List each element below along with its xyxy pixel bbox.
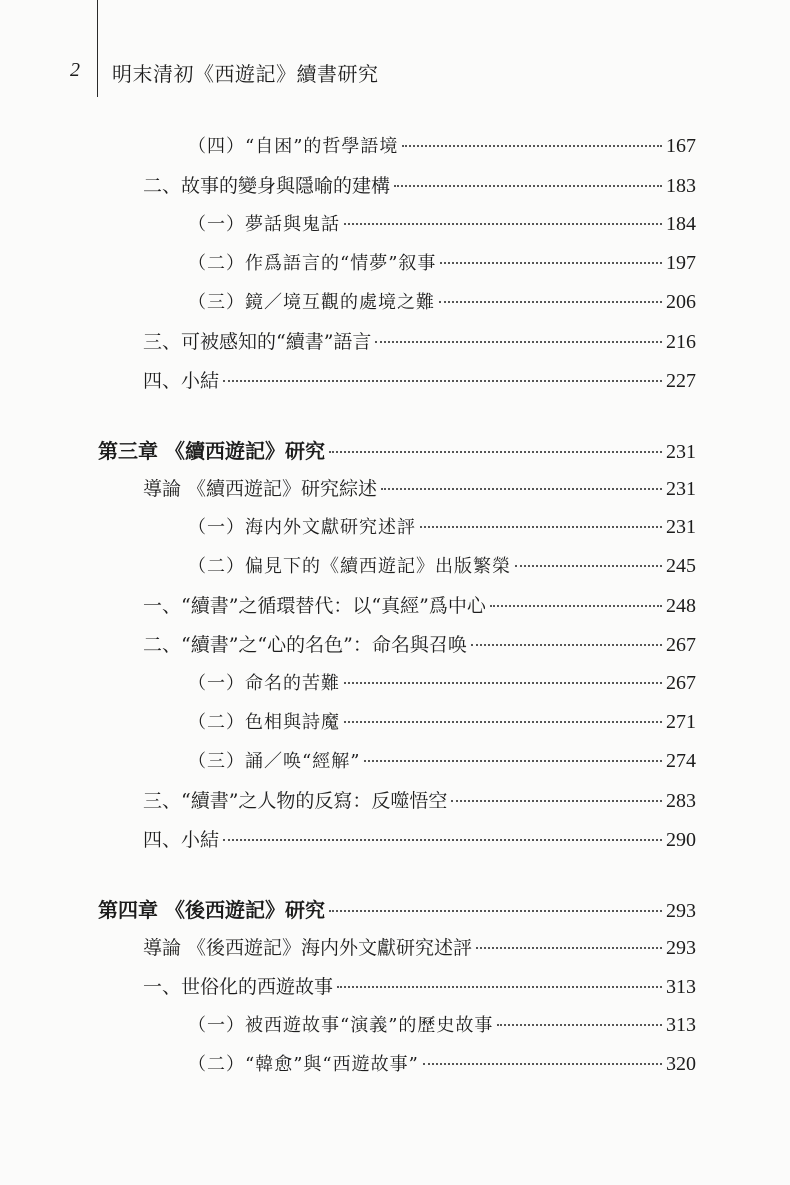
toc-entry-label: （二）偏見下的《續西遊記》出版繁榮: [188, 556, 511, 577]
toc-entry-label: 三、可被感知的“續書”語言: [143, 331, 372, 353]
dot-leader: [402, 145, 662, 147]
dot-leader: [364, 760, 662, 762]
page-header: [0, 0, 790, 100]
running-title: 明末清初《西遊記》續書研究: [112, 62, 379, 86]
toc-entry-label: （一）命名的苦難: [188, 673, 340, 694]
toc-entry-page: 231: [666, 441, 696, 463]
toc-entry-page: 197: [666, 252, 696, 274]
toc-entry[interactable]: [188, 132, 696, 160]
toc-entry-label: 導論 《續西遊記》研究綜述: [143, 478, 378, 500]
dot-leader: [471, 644, 662, 646]
dot-leader: [337, 986, 662, 988]
toc-entry-label: 導論 《後西遊記》海内外文獻研究述評: [143, 937, 473, 959]
toc-entry-page: 216: [666, 331, 696, 353]
toc-entry[interactable]: [143, 972, 696, 1000]
dot-leader: [515, 565, 662, 567]
dot-leader: [381, 488, 662, 490]
toc-entry-page: 293: [666, 937, 696, 959]
toc-entry[interactable]: [143, 171, 696, 199]
toc-entry[interactable]: [143, 825, 696, 853]
toc-entry-page: 167: [666, 135, 696, 157]
toc-entry[interactable]: [188, 669, 696, 697]
toc-entry[interactable]: [188, 1050, 696, 1078]
toc-entry-page: 313: [666, 1014, 696, 1036]
toc-entry[interactable]: [143, 933, 696, 961]
dot-leader: [423, 1063, 662, 1065]
dot-leader: [329, 451, 662, 453]
toc-entry-page: 290: [666, 829, 696, 851]
toc-entry-label: 二、“續書”之“心的名色”：命名與召唤: [143, 634, 467, 656]
dot-leader: [420, 526, 662, 528]
toc-entry-label: 三、“續書”之人物的反寫：反噬悟空: [143, 790, 448, 812]
toc-entry-label: 一、“續書”之循環替代：以“真經”爲中心: [143, 595, 486, 617]
toc-entry[interactable]: [188, 249, 696, 277]
toc-entry-label: 四、小結: [143, 829, 220, 851]
dot-leader: [223, 839, 662, 841]
toc-entry-page: 267: [666, 672, 696, 694]
toc-entry[interactable]: [143, 786, 696, 814]
dot-leader: [394, 185, 662, 187]
toc-entry-label: （二）色相與詩魔: [188, 712, 340, 733]
toc-entry[interactable]: [188, 747, 696, 775]
toc-entry-label: （二）“韓愈”與“西遊故事”: [188, 1054, 419, 1075]
toc-entry-page: 245: [666, 555, 696, 577]
toc-entry-label: 第三章 《續西遊記》研究: [98, 439, 325, 463]
toc-entry[interactable]: [188, 708, 696, 736]
dot-leader: [440, 262, 662, 264]
toc-entry-page: 267: [666, 634, 696, 656]
dot-leader: [344, 223, 662, 225]
toc-chapter-entry[interactable]: [98, 435, 696, 463]
dot-leader: [451, 800, 662, 802]
toc-entry-page: 231: [666, 478, 696, 500]
toc-entry-page: 313: [666, 976, 696, 998]
dot-leader: [344, 721, 662, 723]
toc-entry[interactable]: [143, 327, 696, 355]
toc-entry[interactable]: [188, 552, 696, 580]
toc-entry-label: 一、世俗化的西遊故事: [143, 976, 334, 998]
dot-leader: [490, 605, 662, 607]
toc-entry-label: （四）“自困”的哲學語境: [188, 136, 399, 157]
toc-entry[interactable]: [143, 591, 696, 619]
toc-entry-page: 183: [666, 175, 696, 197]
toc-entry-label: （三）誦／唤“經解”: [188, 751, 361, 772]
dot-leader: [344, 682, 662, 684]
toc-entry-label: 第四章 《後西遊記》研究: [98, 898, 325, 922]
toc-entry-label: 二、故事的變身與隱喻的建構: [143, 175, 391, 197]
toc-entry-label: 四、小結: [143, 370, 220, 392]
toc-entry-page: 320: [666, 1053, 696, 1075]
dot-leader: [329, 910, 662, 912]
toc-entry-page: 274: [666, 750, 696, 772]
toc-entry[interactable]: [143, 366, 696, 394]
toc-chapter-entry[interactable]: [98, 894, 696, 922]
toc-entry-label: （一）海内外文獻研究述評: [188, 517, 416, 538]
toc-entry-label: （一）被西遊故事“演義”的歷史故事: [188, 1015, 494, 1036]
toc-entry[interactable]: [188, 513, 696, 541]
dot-leader: [439, 301, 662, 303]
toc-entry[interactable]: [188, 1011, 696, 1039]
toc-entry-page: 184: [666, 213, 696, 235]
toc-entry-page: 227: [666, 370, 696, 392]
toc-entry[interactable]: [143, 630, 696, 658]
dot-leader: [223, 380, 662, 382]
toc-entry-page: 271: [666, 711, 696, 733]
toc-entry-page: 206: [666, 291, 696, 313]
dot-leader: [375, 341, 662, 343]
toc-entry-label: （一）夢話與鬼話: [188, 214, 340, 235]
toc-entry-page: 293: [666, 900, 696, 922]
toc-entry-page: 283: [666, 790, 696, 812]
toc-entry-page: 231: [666, 516, 696, 538]
toc-entry[interactable]: [143, 474, 696, 502]
toc-entry-label: （二）作爲語言的“情夢”叙事: [188, 253, 437, 274]
toc-entry-label: （三）鏡／境互觀的處境之難: [188, 292, 435, 313]
page-number: 2: [70, 59, 80, 81]
dot-leader: [497, 1024, 662, 1026]
dot-leader: [476, 947, 662, 949]
toc-entry-page: 248: [666, 595, 696, 617]
toc-entry[interactable]: [188, 288, 696, 316]
header-rule: [97, 0, 98, 97]
toc-entry[interactable]: [188, 210, 696, 238]
